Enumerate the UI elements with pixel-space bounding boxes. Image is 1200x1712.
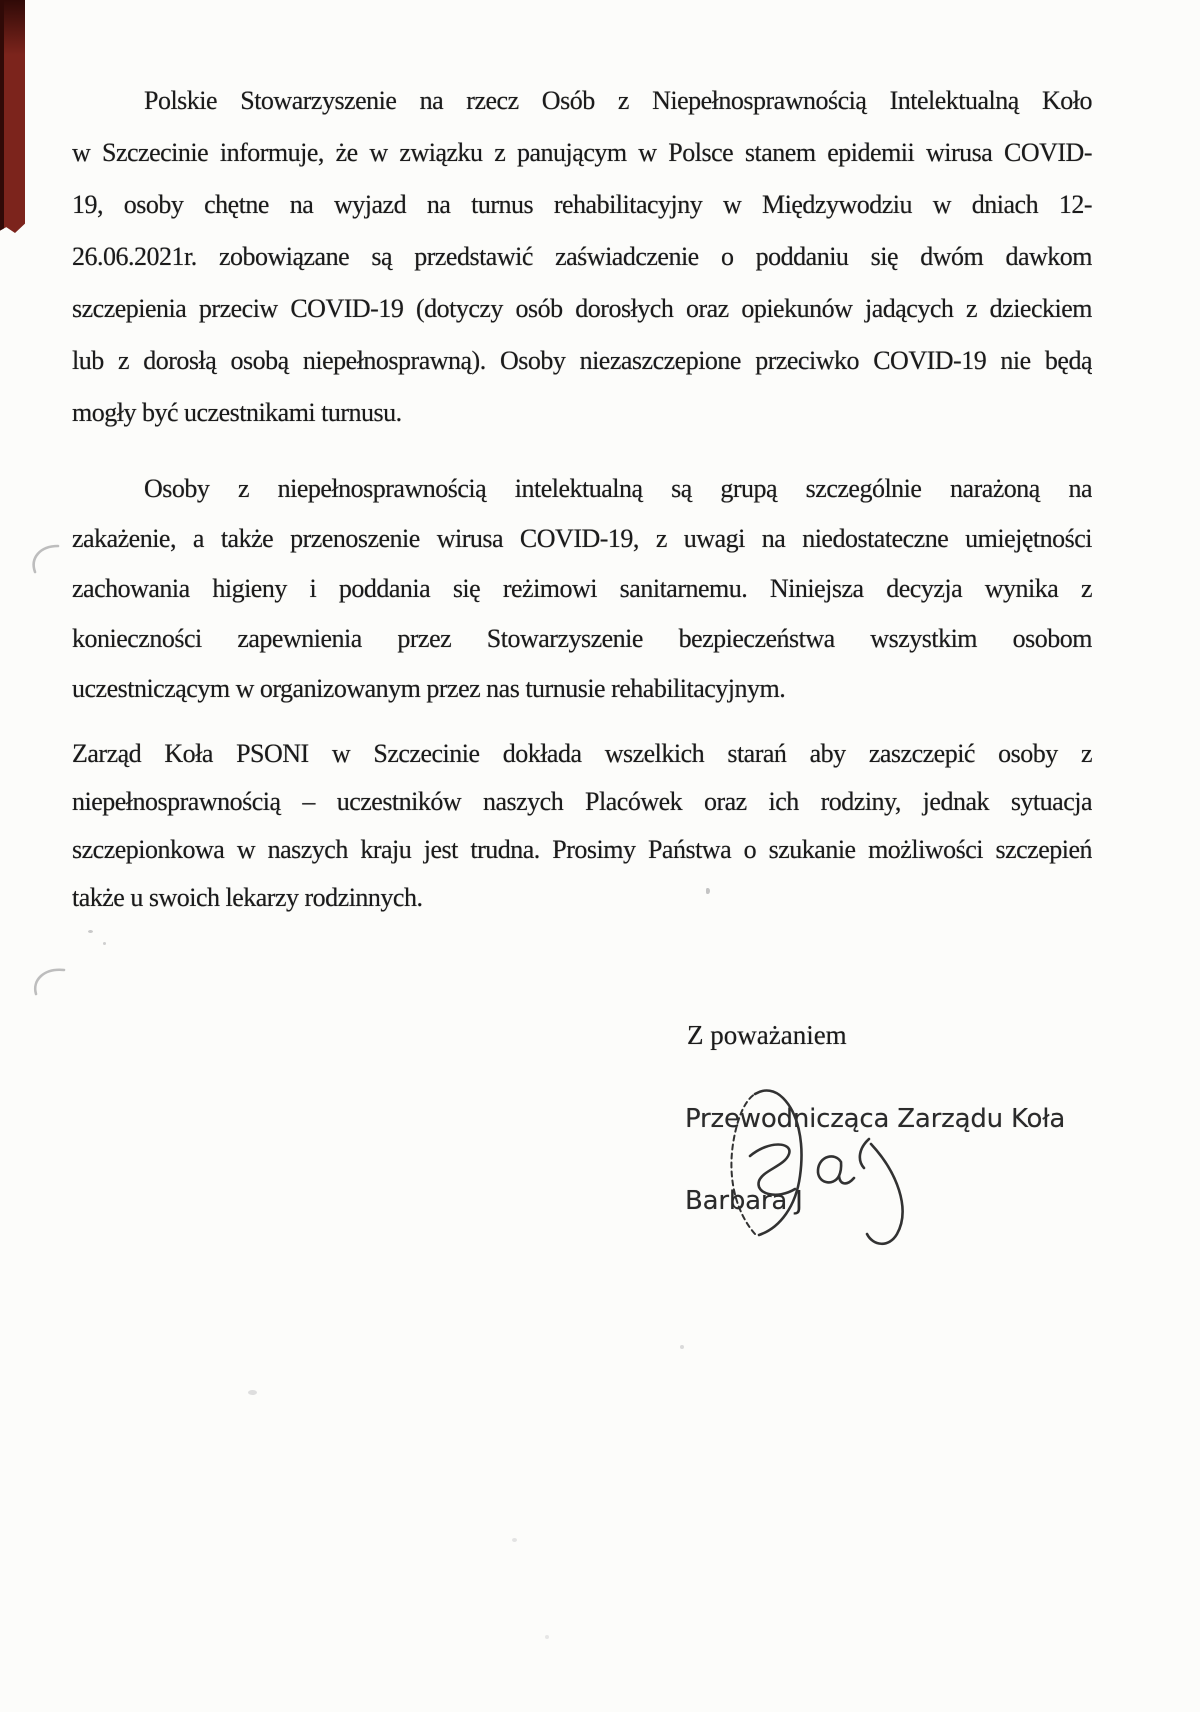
text-line: mogły być uczestnikami turnusu. xyxy=(72,398,402,427)
scan-speck xyxy=(545,1635,549,1639)
text-line: zachowania higieny i poddania się reżimowi sanitarnemu. Niniejsza decyzja wynika z xyxy=(72,574,1092,603)
paragraph-3 xyxy=(72,730,1092,922)
text-line: 26.06.2021r. zobowiązane są przedstawić zaświadczenie o poddaniu się dwóm dawkom xyxy=(72,242,1092,271)
scan-speck xyxy=(88,930,93,933)
scan-curve-artifact xyxy=(24,540,64,585)
signer-name: Barbara J xyxy=(685,1186,803,1216)
scan-speck xyxy=(512,1538,517,1542)
signer-title: Przewodnicząca Zarządu Koła xyxy=(685,1104,1066,1134)
text-line: Zarząd Koła PSONI w Szczecinie dokłada wszelkich starań aby zaszczepić osoby z xyxy=(72,739,1092,768)
text-line: szczepienia przeciw COVID-19 (dotyczy osób dorosłych oraz opiekunów jadących z dzieckiem xyxy=(72,294,1092,323)
scan-speck xyxy=(680,1345,684,1349)
text-line: 19, osoby chętne na wyjazd na turnus rehabilitacyjny w Międzywodziu w dniach 12- xyxy=(72,190,1092,219)
scan-speck xyxy=(103,942,106,945)
text-line: uczestniczącym w organizowanym przez nas turnusie rehabilitacyjnym. xyxy=(72,674,786,703)
text-line: konieczności zapewnienia przez Stowarzyszenie bezpieczeństwa wszystkim osobom xyxy=(72,624,1092,653)
scan-edge-artifact xyxy=(0,0,25,233)
text-line: także u swoich lekarzy rodzinnych. xyxy=(72,883,423,912)
closing-salutation: Z poważaniem xyxy=(687,1020,847,1050)
handwritten-signature xyxy=(695,1082,925,1262)
text-line: szczepionkowa w naszych kraju jest trudna. Prosimy Państwa o szukanie możliwości szczepień xyxy=(72,835,1092,864)
text-line: lub z dorosłą osobą niepełnosprawną). Osoby niezaszczepione przeciwko COVID-19 nie będą xyxy=(72,346,1092,375)
paragraph-2 xyxy=(72,464,1092,714)
text-line: Osoby z niepełnosprawnością intelektualną są grupą szczególnie narażoną na xyxy=(144,474,1092,503)
scan-curve-artifact xyxy=(26,964,70,1004)
text-line: w Szczecinie informuje, że w związku z panującym w Polsce stanem epidemii wirusa COVID- xyxy=(72,138,1092,167)
paragraph-1 xyxy=(72,75,1092,439)
text-line: Polskie Stowarzyszenie na rzecz Osób z Niepełnosprawnością Intelektualną Koło xyxy=(144,86,1092,115)
scan-speck xyxy=(248,1390,257,1395)
scan-speck xyxy=(706,888,710,894)
text-line: zakażenie, a także przenoszenie wirusa COVID-19, z uwagi na niedostateczne umiejętności xyxy=(72,524,1092,553)
text-line: niepełnosprawnością – uczestników naszych Placówek oraz ich rodziny, jednak sytuacja xyxy=(72,787,1092,816)
